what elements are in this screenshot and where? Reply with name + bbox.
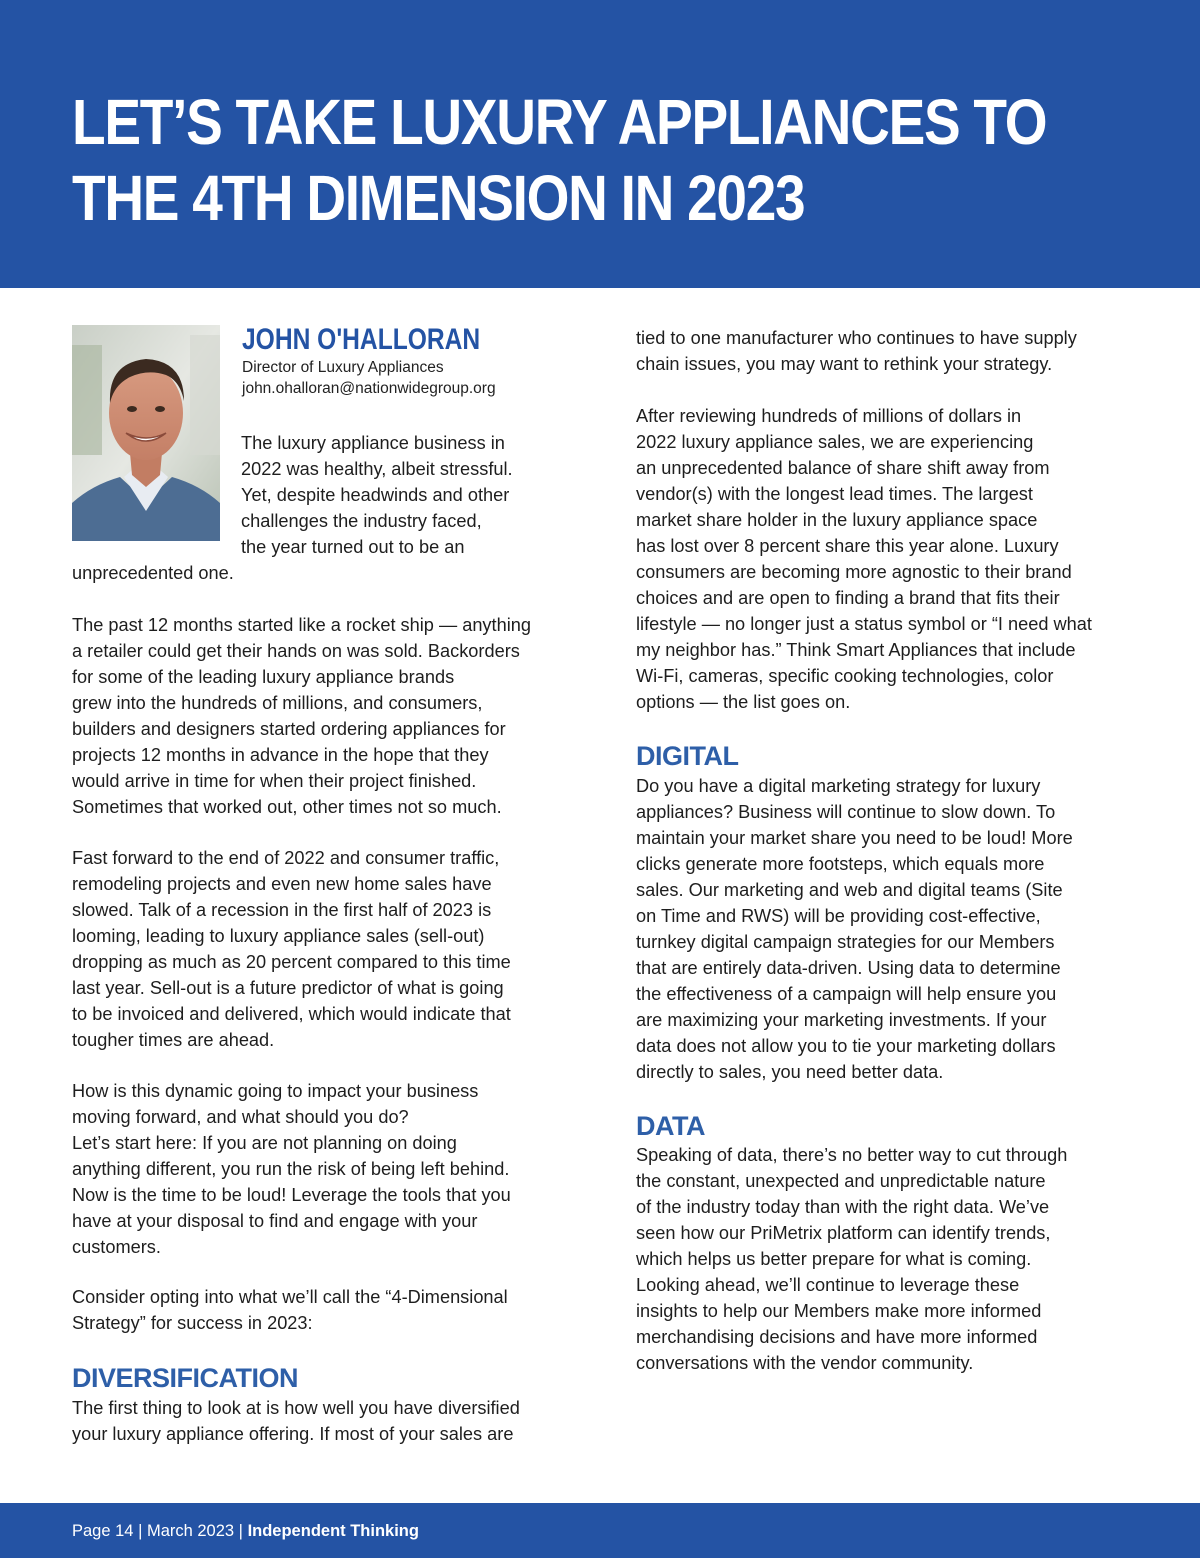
text-line: Sometimes that worked out, other times not so much. — [72, 797, 502, 817]
text-line: insights to help our Members make more informed — [636, 1301, 1042, 1321]
footer-publication: Independent Thinking — [247, 1522, 419, 1540]
text-line: of the industry today than with the right data. We’ve — [636, 1197, 1050, 1217]
text-line: to be invoiced and delivered, which would indicate that — [72, 1004, 511, 1024]
text-line: dropping as much as 20 percent compared to this time — [72, 952, 511, 972]
left-intro-end — [72, 560, 234, 586]
text-line: Let’s start here: If you are not planning on doing — [72, 1133, 457, 1153]
text-line: data does not allow you to tie your marketing dollars — [636, 1036, 1056, 1056]
text-line: for some of the leading luxury appliance brands — [72, 667, 455, 687]
text-line: your luxury appliance offering. If most of your sales are — [72, 1424, 514, 1444]
heading-digital: DIGITAL — [636, 741, 739, 771]
text-line: conversations with the vendor community. — [636, 1353, 974, 1373]
text-line: merchandising decisions and have more informed — [636, 1327, 1038, 1347]
text-line: the effectiveness of a campaign will help ensure you — [636, 984, 1057, 1004]
text-line: Yet, despite headwinds and other — [241, 485, 510, 505]
text-line: has lost over 8 percent share this year alone. Luxury — [636, 536, 1059, 556]
left-intro-paragraph — [241, 430, 513, 560]
text-line: Strategy” for success in 2023: — [72, 1313, 313, 1333]
heading-data: DATA — [636, 1111, 705, 1141]
text-line: which helps us better prepare for what is coming. — [636, 1249, 1032, 1269]
right-paragraph-2 — [636, 403, 1092, 715]
title-line-1: LET’S TAKE LUXURY APPLIANCES TO — [72, 86, 1047, 158]
text-line: the year turned out to be an — [241, 537, 465, 557]
author-photo — [72, 325, 220, 541]
text-line: Looking ahead, we’ll continue to leverage these — [636, 1275, 1020, 1295]
right-paragraph-4 — [636, 1142, 1067, 1376]
author-email[interactable]: john.ohalloran@nationwidegroup.org — [242, 380, 496, 397]
footer-separator: | — [133, 1522, 147, 1540]
text-line: moving forward, and what should you do? — [72, 1107, 409, 1127]
text-line: After reviewing hundreds of millions of dollars in — [636, 406, 1022, 426]
footer-band — [0, 1503, 1200, 1558]
text-line: last year. Sell-out is a future predictor of what is going — [72, 978, 504, 998]
text-line: that are entirely data-driven. Using data to determine — [636, 958, 1061, 978]
title-line-2: THE 4TH DIMENSION IN 2023 — [72, 162, 805, 234]
text-line: my neighbor has.” Think Smart Appliances that include — [636, 640, 1076, 660]
text-line: Consider opting into what we’ll call the “4-Dimensional — [72, 1287, 508, 1307]
text-line: builders and designers started ordering appliances for — [72, 719, 506, 739]
footer-page: Page 14 — [72, 1522, 134, 1540]
text-line: customers. — [72, 1237, 161, 1257]
right-paragraph-1 — [636, 325, 1077, 377]
text-line: Now is the time to be loud! Leverage the tools that you — [72, 1185, 511, 1205]
text-line: appliances? Business will continue to slow down. To — [636, 802, 1056, 822]
text-line: grew into the hundreds of millions, and consumers, — [72, 693, 483, 713]
heading-diversification: DIVERSIFICATION — [72, 1363, 299, 1393]
author-role: Director of Luxury Appliances — [242, 359, 444, 376]
text-line: vendor(s) with the longest lead times. The largest — [636, 484, 1033, 504]
text-line: market share holder in the luxury appliance space — [636, 510, 1038, 530]
text-line: the constant, unexpected and unpredictable nature — [636, 1171, 1046, 1191]
text-line: options — the list goes on. — [636, 692, 851, 712]
footer-separator: | — [234, 1522, 248, 1540]
author-name: JOHN O'HALLORAN — [242, 323, 481, 356]
text-line: on Time and RWS) will be providing cost-effective, — [636, 906, 1041, 926]
text-line: Do you have a digital marketing strategy for luxury — [636, 776, 1041, 796]
left-paragraph-3 — [72, 845, 511, 1053]
text-line: turnkey digital campaign strategies for our Members — [636, 932, 1055, 952]
text-line: choices and are open to finding a brand that fits their — [636, 588, 1060, 608]
text-line: chain issues, you may want to rethink your strategy. — [636, 354, 1053, 374]
left-paragraph-6 — [72, 1395, 520, 1447]
text-line: 2022 luxury appliance sales, we are experiencing — [636, 432, 1034, 452]
text-line: are maximizing your marketing investments. If your — [636, 1010, 1047, 1030]
text-line: a retailer could get their hands on was sold. Backorders — [72, 641, 520, 661]
text-line: clicks generate more footsteps, which equals more — [636, 854, 1045, 874]
text-line: consumers are becoming more agnostic to their brand — [636, 562, 1072, 582]
text-line: unprecedented one. — [72, 563, 234, 583]
text-line: challenges the industry faced, — [241, 511, 482, 531]
text-line: seen how our PriMetrix platform can identify trends, — [636, 1223, 1051, 1243]
page-title — [72, 84, 1047, 236]
text-line: slowed. Talk of a recession in the first half of 2023 is — [72, 900, 492, 920]
text-line: anything different, you run the risk of being left behind. — [72, 1159, 510, 1179]
text-line: an unprecedented balance of share shift away from — [636, 458, 1050, 478]
footer-text — [72, 1521, 419, 1541]
left-paragraph-4 — [72, 1078, 511, 1260]
left-paragraph-2 — [72, 612, 531, 820]
text-line: How is this dynamic going to impact your business — [72, 1081, 479, 1101]
footer-date: March 2023 — [146, 1522, 235, 1540]
text-line: would arrive in time for when their project finished. — [72, 771, 477, 791]
text-line: Speaking of data, there’s no better way to cut through — [636, 1145, 1068, 1165]
text-line: The past 12 months started like a rocket ship — anything — [72, 615, 531, 635]
text-line: 2022 was healthy, albeit stressful. — [241, 459, 513, 479]
text-line: remodeling projects and even new home sales have — [72, 874, 492, 894]
text-line: The first thing to look at is how well you have diversified — [72, 1398, 520, 1418]
text-line: looming, leading to luxury appliance sales (sell-out) — [72, 926, 485, 946]
text-line: tied to one manufacturer who continues to have supply — [636, 328, 1077, 348]
text-line: have at your disposal to find and engage with your — [72, 1211, 478, 1231]
text-line: sales. Our marketing and web and digital teams (Site — [636, 880, 1063, 900]
right-paragraph-3 — [636, 773, 1073, 1085]
text-line: directly to sales, you need better data. — [636, 1062, 944, 1082]
text-line: lifestyle — no longer just a status symbol or “I need what — [636, 614, 1092, 634]
left-paragraph-5 — [72, 1284, 508, 1336]
header-band — [0, 0, 1200, 288]
text-line: maintain your market share you need to be loud! More — [636, 828, 1073, 848]
text-line: Fast forward to the end of 2022 and consumer traffic, — [72, 848, 500, 868]
text-line: projects 12 months in advance in the hope that they — [72, 745, 489, 765]
text-line: The luxury appliance business in — [241, 433, 505, 453]
text-line: tougher times are ahead. — [72, 1030, 275, 1050]
text-line: Wi-Fi, cameras, specific cooking technologies, color — [636, 666, 1054, 686]
